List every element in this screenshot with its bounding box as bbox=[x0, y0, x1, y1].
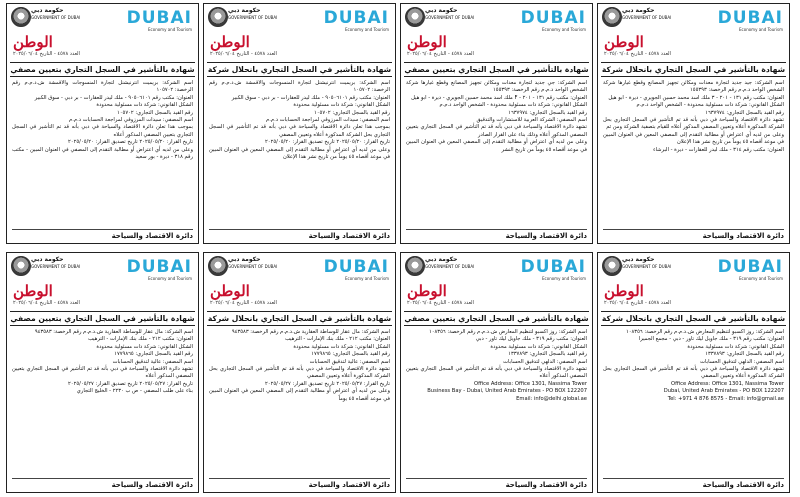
dubai-logo: DUBAI bbox=[323, 8, 389, 28]
gov-name-en: GOVERNMENT OF DUBAI bbox=[31, 264, 81, 269]
notice-footer: دائرة الاقتصاد والسياحة bbox=[209, 478, 390, 489]
notice-line: الشكل القانوني: شركة ذات مسئولية محدودة bbox=[96, 102, 193, 109]
government-emblem-icon bbox=[405, 256, 425, 276]
notice-card bbox=[597, 3, 790, 244]
newspaper-name: الوطن bbox=[210, 282, 250, 300]
notice-line: العنوان: مكتب رقم ١٣١ - ٢٠١ - F ملك اسد محمد حسين الجويري - ديرة - ابو هيل bbox=[411, 94, 587, 101]
notice-body bbox=[406, 80, 587, 228]
notice-title: شهادة بالتأشير في السجل التجاري بتعيين مصفي bbox=[404, 311, 589, 326]
notice-line: تاريخ القرار: ٢٠٢٥/٠٥/٢٧ تاريخ تصديق القرار: ٢٠٢٥/٠٥/٢٧ bbox=[265, 380, 390, 387]
notice-header bbox=[598, 253, 789, 311]
government-emblem-icon bbox=[602, 7, 622, 27]
dubai-logo-subtitle: Economy and Tourism bbox=[345, 27, 389, 32]
issue-date: العدد ٤٥٧٨ - التاريخ ٢٠٢٥/٠٦/٠٤ bbox=[407, 51, 474, 57]
gov-name-ar: حكومة دبي bbox=[425, 7, 458, 14]
notice-title: شهادة بالتأشير في السجل التجاري بتعيين مصفي bbox=[404, 62, 589, 77]
newspaper-name: الوطن bbox=[604, 33, 644, 51]
gov-name-ar: حكومة دبي bbox=[228, 7, 261, 14]
notice-line: تشهد دائرة الاقتصاد والسياحة في دبي بأنه قد تم التأشير في السجل التجاري بتعيين المصفي المذكور أعلاه وذلك بناء على القرار الصادر bbox=[406, 124, 587, 138]
notice-line: العنوان: مكتب ٢١٢ - ملك بنك الإمارات - الترهيب bbox=[87, 336, 193, 343]
notice-line: اسم المصفي: الدلهي لتدقيق الحسابات bbox=[700, 358, 784, 365]
notice-line: Tel: +971 4 876 8575 - Email: info@gmail.ae bbox=[667, 395, 784, 402]
notice-line: العنوان: مكتب رقم ٣١٩ - ملك جاويل ليك تاور - دبي bbox=[475, 336, 587, 343]
notice-line: اسم المصفي: سيدات المرزوقي لمراجعة الحسابات ذ.م.م bbox=[266, 117, 390, 124]
notice-line: اسم المصفي: الدلهي لتدقيق الحسابات bbox=[503, 358, 587, 365]
notice-line: اسم الشركة: روز اكسبو لتنظيم المعارض ش.ذ.م.م رقم الرخصة: ١٠٨٣٥٦ bbox=[625, 329, 784, 335]
notice-card bbox=[203, 3, 396, 244]
notice-title: شهادة بالتأشير في السجل التجاري بتعيين مصفي bbox=[10, 311, 195, 326]
notice-line: العنوان: مكتب رقم ٩٠٥٠٦١٠١ - ملك ليدر للعقارات - بر دبي - سوق الكبير bbox=[231, 94, 390, 101]
gov-name-ar: حكومة دبي bbox=[622, 7, 655, 14]
notice-title: شهادة بالتأشير في السجل التجاري بانحلال شركة bbox=[207, 62, 392, 77]
notice-line: Email: info@delhi.global.ae bbox=[516, 395, 587, 402]
newspaper-name: الوطن bbox=[604, 282, 644, 300]
notice-line: اسم المصفي: سيدات المرزوقي لمراجعة الحسابات ذ.م.م bbox=[69, 117, 193, 124]
notice-line: اسم الشركة: روز اكسبو لتنظيم المعارض ش.ذ.م.م رقم الرخصة: ١٠٨٣٥٦ bbox=[428, 329, 587, 335]
notice-line: Business Bay - Dubai, United Arab Emirates - PO BOX 122207 bbox=[427, 388, 587, 395]
dubai-logo-subtitle: Economy and Tourism bbox=[148, 27, 192, 32]
issue-date: العدد ٤٥٧٨ - التاريخ ٢٠٢٥/٠٦/٠٤ bbox=[13, 51, 80, 57]
dubai-logo: DUBAI bbox=[717, 8, 783, 28]
notice-line: الشكل القانوني: شركة ذات مسئولية محدودة bbox=[293, 102, 390, 109]
notice-body bbox=[12, 329, 193, 477]
notice-line: الشكل القانوني: شركة ذات مسئولية محدودة bbox=[293, 343, 390, 350]
notice-line: اسم الشركة: بريميت انترنيشنل لتجارة المنسوجات والأقمشة ش.ذ.م.م رقم الرخصة: ١٠٥٧٠٢ bbox=[12, 80, 193, 94]
notice-line: رقم القيد بالسجل التجاري: ١٦٣٧٩٧٤ bbox=[705, 109, 784, 116]
notice-card bbox=[400, 3, 593, 244]
notice-line: بموجب هذا تعلن دائرة الاقتصاد والسياحة في دبي بأنه قد تم التأشير في السجل التجاري بتعيين المصفي المذكور أعلاه bbox=[12, 124, 193, 138]
notice-line: وعلى من لديه أي اعتراض أو مطالبة التقدم إلى المصفي المعين في العنوان المبين في موعد أقصاه ٤٥ يوماً من تاريخ النشر bbox=[406, 139, 587, 153]
notice-header bbox=[401, 4, 592, 62]
notice-line: اسم الشركة: بريميت انترنيشنل لتجارة المنسوجات والأقمشة ش.ذ.م.م رقم الرخصة: ١٠٥٧٠٢ bbox=[209, 80, 390, 94]
notice-body bbox=[603, 329, 784, 477]
notice-footer: دائرة الاقتصاد والسياحة bbox=[12, 478, 193, 489]
notice-line: Office Address: Office 1301, Nassima Tower bbox=[671, 380, 784, 387]
notice-line: الشكل القانوني: شركة ذات مسئولية محدودة - الشخص الواحد ذ.م.م bbox=[439, 102, 587, 109]
notice-line: Dubai, United Arab Emirates - PO BOX 122207 bbox=[663, 388, 784, 395]
notice-line: اسم الشركة: مال عقار للوساطة العقارية ش.ذ.م.م رقم الرخصة: ٩٤٣٥٨٣ bbox=[34, 329, 193, 335]
gov-name-en: GOVERNMENT OF DUBAI bbox=[425, 264, 475, 269]
notice-body bbox=[12, 80, 193, 228]
notice-card bbox=[6, 252, 199, 493]
notice-title: شهادة بالتأشير في السجل التجاري بانحلال شركة bbox=[601, 62, 786, 77]
issue-date: العدد ٤٥٧٨ - التاريخ ٢٠٢٥/٠٦/٠٤ bbox=[210, 51, 277, 57]
notice-line: العنوان: مكتب رقم ٣١٩ - ملك جاويل ليك تاور - دبي - مجمع الجميرا bbox=[638, 336, 784, 343]
notice-title: شهادة بالتأشير في السجل التجاري بانحلال شركة bbox=[601, 311, 786, 326]
notice-line: تاريخ القرار: ٢٠٢٥/٠٥/٢٠ تاريخ تصديق القرار: ٢٠٢٥/٠٥/٢٠ bbox=[68, 139, 193, 146]
notice-header bbox=[204, 4, 395, 62]
government-emblem-icon bbox=[11, 7, 31, 27]
newspaper-name: الوطن bbox=[407, 33, 447, 51]
newspaper-name: الوطن bbox=[210, 33, 250, 51]
gov-name-ar: حكومة دبي bbox=[425, 256, 458, 263]
dubai-logo-subtitle: Economy and Tourism bbox=[542, 276, 586, 281]
notice-line: العنوان: مكتب رقم ٣١٤ - ملك ليدر للعقارات - ديرة - البرشاء bbox=[653, 146, 784, 153]
government-emblem-icon bbox=[405, 7, 425, 27]
issue-date: العدد ٤٥٧٨ - التاريخ ٢٠٢٥/٠٦/٠٤ bbox=[604, 51, 671, 57]
notice-card bbox=[6, 3, 199, 244]
notice-footer: دائرة الاقتصاد والسياحة bbox=[603, 229, 784, 240]
gov-name-ar: حكومة دبي bbox=[228, 256, 261, 263]
notice-line: اسم الشركة: مال عقار للوساطة العقارية ش.ذ.م.م رقم الرخصة: ٩٤٣٥٨٣ bbox=[231, 329, 390, 335]
notice-footer: دائرة الاقتصاد والسياحة bbox=[406, 478, 587, 489]
notice-line: وعلى من لديه أي اعتراض أو مطالبة التقدم إلى المصفي المعين في العنوان المبين في موعد أقصاه ٤٥ يوماً bbox=[209, 388, 390, 402]
notice-line: اسم الشركة: جي جديد لتجارة معدات ومكائن تجهيز المصانع وقطع غيارها شركة الشخص الواحد ذ.م.م رقم الرخصة: ١٥٥٣٩٣ bbox=[406, 80, 587, 94]
gov-name-en: GOVERNMENT OF DUBAI bbox=[425, 15, 475, 20]
notice-line: العنوان: مكتب رقم ١٣١ - ٢٠١ - ٣ ملك اسد محمد حسين الجويري - ديرة - ابو هيل bbox=[608, 94, 784, 101]
notice-line: بناء على طلب المصفي - ص ب ٢٢٣٠ - الخليج التجاري bbox=[76, 388, 193, 395]
notice-line: العنوان: مكتب ٢١٢ - ملك بنك الإمارات - الترهيب bbox=[284, 336, 390, 343]
notice-title: شهادة بالتأشير في السجل التجاري بانحلال شركة bbox=[207, 311, 392, 326]
issue-date: العدد ٤٥٧٨ - التاريخ ٢٠٢٥/٠٦/٠٤ bbox=[210, 300, 277, 306]
notice-body bbox=[209, 329, 390, 477]
dubai-logo: DUBAI bbox=[126, 257, 192, 277]
gov-name-en: GOVERNMENT OF DUBAI bbox=[622, 15, 672, 20]
notice-line: تشهد دائرة الاقتصاد والسياحة في دبي بأنه قد تم التأشير في السجل التجاري بحل الشركة المذكورة أعلاه وتعيين المصفي bbox=[209, 366, 390, 380]
notice-line: تشهد دائرة الاقتصاد والسياحة في دبي بأنه قد تم التأشير في السجل التجاري بحل الشركة المذكورة أعلاه وتعيين المصفي المذكور أعلاه للقيام بتصفية الشركة ومن ثم bbox=[603, 117, 784, 131]
notice-line: تشهد دائرة الاقتصاد والسياحة في دبي بأنه قد تم التأشير في السجل التجاري بتعيين المصفي المذكور أعلاه bbox=[12, 366, 193, 380]
notice-header bbox=[598, 4, 789, 62]
issue-date: العدد ٤٥٧٨ - التاريخ ٢٠٢٥/٠٦/٠٤ bbox=[407, 300, 474, 306]
newspaper-name: الوطن bbox=[13, 33, 53, 51]
notice-line: اسم المصفي: الشركة العربية للاستشارات والتدقيق bbox=[476, 117, 587, 124]
notice-header bbox=[204, 253, 395, 311]
notice-line: اسم الشركة: جيد جديد لتجارة معدات ومكائن تجهيز المصانع وقطع غيارها شركة الشخص الواحد ذ.م.م رقم الرخصة: ١٥٥٣٩٣ bbox=[603, 80, 784, 94]
notice-header bbox=[7, 4, 198, 62]
notice-line: بموجب هذا تعلن دائرة الاقتصاد والسياحة في دبي بأنه قد تم التأشير في السجل التجاري بحل الشركة المذكورة أعلاه وتعيين المصفي bbox=[209, 124, 390, 138]
government-emblem-icon bbox=[208, 7, 228, 27]
dubai-logo: DUBAI bbox=[323, 257, 389, 277]
notice-line: اسم المصفي: عالية لتدقيق الحسابات bbox=[112, 358, 193, 365]
notice-card bbox=[597, 252, 790, 493]
issue-date: العدد ٤٥٧٨ - التاريخ ٢٠٢٥/٠٦/٠٤ bbox=[604, 300, 671, 306]
notice-footer: دائرة الاقتصاد والسياحة bbox=[603, 478, 784, 489]
dubai-logo: DUBAI bbox=[520, 257, 586, 277]
dubai-logo: DUBAI bbox=[717, 257, 783, 277]
gov-name-ar: حكومة دبي bbox=[622, 256, 655, 263]
notice-line: رقم القيد بالسجل التجاري: ١٧٧٩٨٦٥ bbox=[114, 351, 193, 358]
dubai-logo-subtitle: Economy and Tourism bbox=[542, 27, 586, 32]
dubai-logo-subtitle: Economy and Tourism bbox=[345, 276, 389, 281]
notice-body bbox=[603, 80, 784, 228]
notice-line: الشكل القانوني: شركة ذات مسئولية محدودة bbox=[687, 343, 784, 350]
notice-line: Office Address: Office 1301, Nassima Tower bbox=[474, 380, 587, 387]
notice-line: تاريخ القرار: ٢٠٢٥/٠٥/٢٠ تاريخ تصديق القرار: ٢٠٢٥/٠٥/٢٠ bbox=[265, 139, 390, 146]
notice-card bbox=[203, 252, 396, 493]
notice-footer: دائرة الاقتصاد والسياحة bbox=[406, 229, 587, 240]
gov-name-en: GOVERNMENT OF DUBAI bbox=[622, 264, 672, 269]
notice-line: تشهد دائرة الاقتصاد والسياحة في دبي بأنه قد تم التأشير في السجل التجاري بتعيين المصفي المذكور أعلاه bbox=[406, 366, 587, 380]
government-emblem-icon bbox=[11, 256, 31, 276]
notice-line: العنوان: مكتب رقم ٩٠٥٠٦١٠١ - ملك ليدر للعقارات - بر دبي - سوق الكبير bbox=[34, 94, 193, 101]
notice-line: رقم القيد بالسجل التجاري: ١٠٥٧٠٢ bbox=[313, 109, 390, 116]
issue-date: العدد ٤٥٧٨ - التاريخ ٢٠٢٥/٠٦/٠٤ bbox=[13, 300, 80, 306]
notice-line: رقم القيد بالسجل التجاري: ١٦٣٧٩٧٤ bbox=[508, 109, 587, 116]
newspaper-name: الوطن bbox=[13, 282, 53, 300]
dubai-logo-subtitle: Economy and Tourism bbox=[739, 276, 783, 281]
gov-name-en: GOVERNMENT OF DUBAI bbox=[228, 264, 278, 269]
notice-line: رقم القيد بالسجل التجاري: ١٣٣٧٨٩٣ bbox=[508, 351, 587, 358]
notice-card bbox=[400, 252, 593, 493]
notice-body bbox=[209, 80, 390, 228]
dubai-logo: DUBAI bbox=[520, 8, 586, 28]
notice-line: تاريخ القرار: ٢٠٢٥/٠٥/٢٧ تاريخ تصديق القرار: ٢٠٢٥/٠٥/٢٧ bbox=[68, 380, 193, 387]
government-emblem-icon bbox=[208, 256, 228, 276]
notice-body bbox=[406, 329, 587, 477]
notice-line: وعلى من لديه أي اعتراض أو مطالبة التقدم إلى المصفي في العنوان المبين - مكتب رقم ٣١٨ - ديرة - بور سعيد bbox=[12, 146, 193, 161]
notice-line: الشكل القانوني: شركة ذات مسئولية محدودة bbox=[490, 343, 587, 350]
notice-line: وعلى من لديه أي اعتراض أو مطالبة التقدم إلى المصفي المعين في العنوان المبين في موعد أقصاه ٤٥ يوماً من تاريخ نشر هذا الإعلان bbox=[209, 146, 390, 161]
gov-name-en: GOVERNMENT OF DUBAI bbox=[31, 15, 81, 20]
notice-line: الشكل القانوني: شركة ذات مسئولية محدودة bbox=[96, 343, 193, 350]
notice-line: رقم القيد بالسجل التجاري: ١٠٥٧٠٢ bbox=[116, 109, 193, 116]
government-emblem-icon bbox=[602, 256, 622, 276]
dubai-logo: DUBAI bbox=[126, 8, 192, 28]
notice-header bbox=[401, 253, 592, 311]
notice-line: تشهد دائرة الاقتصاد والسياحة في دبي بأنه قد تم التأشير في السجل التجاري بحل الشركة المذكورة أعلاه وتعيين المصفي bbox=[603, 366, 784, 380]
notice-line: وعلى من لديه أي اعتراض أو مطالبة التقدم إلى المصفي المعين في العنوان المبين في موعد أقصاه ٤٥ يوماً من تاريخ نشر هذا الإعلان bbox=[603, 131, 784, 146]
notice-line: اسم المصفي: عالية لتدقيق الحسابات bbox=[309, 358, 390, 365]
newspaper-name: الوطن bbox=[407, 282, 447, 300]
dubai-logo-subtitle: Economy and Tourism bbox=[148, 276, 192, 281]
gov-name-ar: حكومة دبي bbox=[31, 7, 64, 14]
notice-line: الشكل القانوني: شركة ذات مسئولية محدودة - الشخص الواحد ذ.م.م bbox=[636, 102, 784, 109]
dubai-logo-subtitle: Economy and Tourism bbox=[739, 27, 783, 32]
gov-name-en: GOVERNMENT OF DUBAI bbox=[228, 15, 278, 20]
notice-header bbox=[7, 253, 198, 311]
notice-line: رقم القيد بالسجل التجاري: ١٣٣٧٨٩٣ bbox=[705, 351, 784, 358]
notice-footer: دائرة الاقتصاد والسياحة bbox=[12, 229, 193, 240]
gov-name-ar: حكومة دبي bbox=[31, 256, 64, 263]
notice-footer: دائرة الاقتصاد والسياحة bbox=[209, 229, 390, 240]
notice-title: شهادة بالتأشير في السجل التجاري بتعيين مصفي bbox=[10, 62, 195, 77]
notice-line: رقم القيد بالسجل التجاري: ١٧٧٩٨٦٥ bbox=[311, 351, 390, 358]
